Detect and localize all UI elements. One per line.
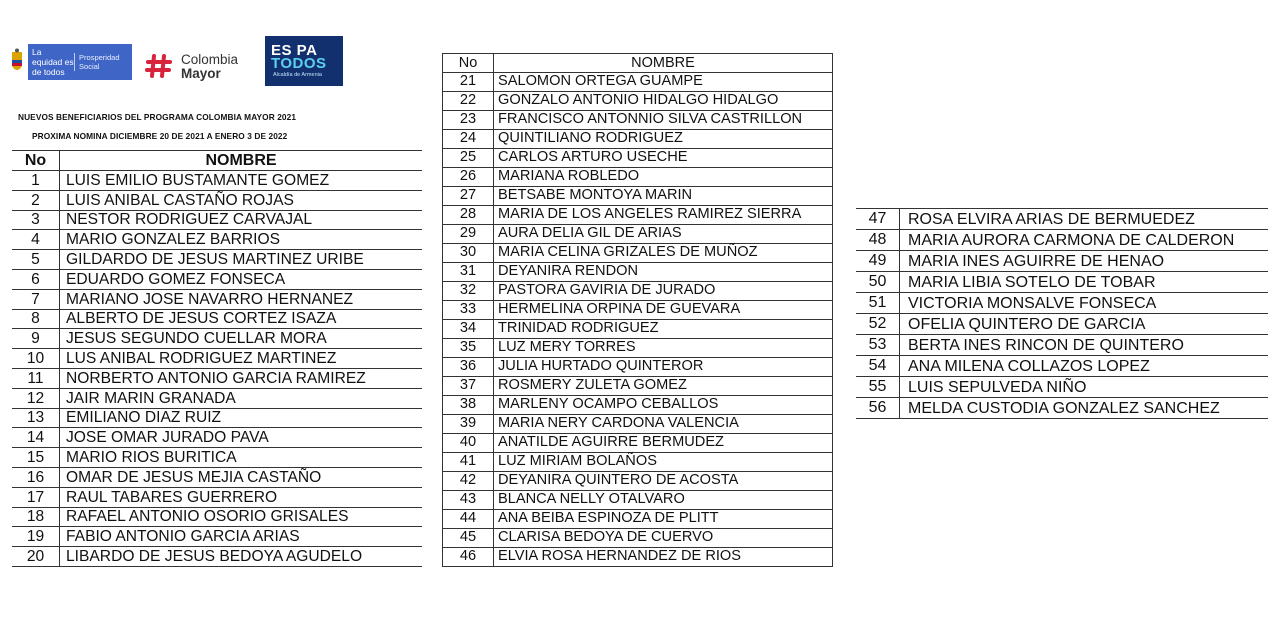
beneficiary-name: LIBARDO DE JESUS BEDOYA AGUDELO <box>60 547 423 567</box>
table-row <box>12 190 422 210</box>
column-header-name: NOMBRE <box>60 151 423 171</box>
beneficiary-name: OFELIA QUINTERO DE GARCIA <box>900 314 1269 335</box>
table-row <box>443 244 833 263</box>
table-row <box>856 251 1268 272</box>
beneficiary-name: CARLOS ARTURO USECHE <box>494 149 833 168</box>
table-row <box>443 472 833 491</box>
beneficiary-name: NESTOR RODRIGUEZ CARVAJAL <box>60 210 423 230</box>
beneficiary-name: HERMELINA ORPINA DE GUEVARA <box>494 301 833 320</box>
row-number: 49 <box>856 251 900 272</box>
table-row <box>443 282 833 301</box>
table-row <box>856 230 1268 251</box>
table-row <box>12 349 422 369</box>
beneficiary-name: BERTA INES RINCON DE QUINTERO <box>900 335 1269 356</box>
column-header-no: No <box>12 151 60 171</box>
table-row <box>12 428 422 448</box>
row-number: 20 <box>12 547 60 567</box>
table-row <box>856 377 1268 398</box>
beneficiary-name: EDUARDO GOMEZ FONSECA <box>60 269 423 289</box>
table-row <box>856 356 1268 377</box>
table-row <box>443 320 833 339</box>
beneficiary-name: MARIA AURORA CARMONA DE CALDERON <box>900 230 1269 251</box>
table-row <box>443 187 833 206</box>
beneficiary-name: MARIO GONZALEZ BARRIOS <box>60 230 423 250</box>
row-number: 3 <box>12 210 60 230</box>
table-row <box>443 111 833 130</box>
beneficiary-name: MARIANA ROBLEDO <box>494 168 833 187</box>
table-row <box>12 527 422 547</box>
row-number: 51 <box>856 293 900 314</box>
es-pa-todos-logo <box>265 36 343 86</box>
beneficiary-name: ALBERTO DE JESUS CORTEZ ISAZA <box>60 309 423 329</box>
beneficiary-name: PASTORA GAVIRIA DE JURADO <box>494 282 833 301</box>
ep-line2: TODOS <box>271 55 327 72</box>
table-row <box>12 269 422 289</box>
row-number: 8 <box>12 309 60 329</box>
beneficiary-name: CLARISA BEDOYA DE CUERVO <box>494 529 833 548</box>
row-number: 25 <box>443 149 494 168</box>
beneficiary-name: MARIANO JOSE NAVARRO HERNANEZ <box>60 289 423 309</box>
table-row <box>12 309 422 329</box>
beneficiary-name: FRANCISCO ANTONNIO SILVA CASTRILLON <box>494 111 833 130</box>
beneficiary-name: MARIA NERY CARDONA VALENCIA <box>494 415 833 434</box>
table-row <box>856 398 1268 419</box>
beneficiary-name: LUIS SEPULVEDA NIÑO <box>900 377 1269 398</box>
beneficiary-name: MELDA CUSTODIA GONZALEZ SANCHEZ <box>900 398 1269 419</box>
table-row <box>443 396 833 415</box>
row-number: 4 <box>12 230 60 250</box>
table-row <box>12 230 422 250</box>
row-number: 6 <box>12 269 60 289</box>
gov-entity: Prosperidad Social <box>74 53 132 71</box>
beneficiary-name: ANA MILENA COLLAZOS LOPEZ <box>900 356 1269 377</box>
table-row <box>443 377 833 396</box>
beneficiary-name: JESUS SEGUNDO CUELLAR MORA <box>60 329 423 349</box>
row-number: 32 <box>443 282 494 301</box>
table-row <box>12 408 422 428</box>
row-number: 40 <box>443 434 494 453</box>
row-number: 45 <box>443 529 494 548</box>
beneficiary-name: FABIO ANTONIO GARCIA ARIAS <box>60 527 423 547</box>
table-row <box>12 388 422 408</box>
row-number: 48 <box>856 230 900 251</box>
table-row <box>12 487 422 507</box>
table-row <box>12 171 422 191</box>
row-number: 44 <box>443 510 494 529</box>
beneficiary-name: ROSMERY ZULETA GOMEZ <box>494 377 833 396</box>
beneficiary-name: BLANCA NELLY OTALVARO <box>494 491 833 510</box>
row-number: 53 <box>856 335 900 356</box>
table-row <box>443 415 833 434</box>
mayor-text: Mayor <box>181 66 221 81</box>
row-number: 31 <box>443 263 494 282</box>
table-row <box>856 272 1268 293</box>
row-number: 13 <box>12 408 60 428</box>
beneficiary-name: AURA DELIA GIL DE ARIAS <box>494 225 833 244</box>
ep-subtitle: Alcaldía de Armenia <box>273 72 322 78</box>
table-header-row <box>443 54 833 73</box>
row-number: 18 <box>12 507 60 527</box>
row-number: 27 <box>443 187 494 206</box>
table-row <box>443 510 833 529</box>
table-row <box>443 548 833 567</box>
beneficiary-name: JULIA HURTADO QUINTEROR <box>494 358 833 377</box>
row-number: 11 <box>12 368 60 388</box>
beneficiaries-table-3 <box>856 208 1268 419</box>
gov-slogan: La equidad es de todos <box>32 47 74 77</box>
beneficiary-name: SALOMON ORTEGA GUAMPE <box>494 73 833 92</box>
row-number: 39 <box>443 415 494 434</box>
beneficiary-name: BETSABE MONTOYA MARIN <box>494 187 833 206</box>
table-row <box>443 225 833 244</box>
row-number: 42 <box>443 472 494 491</box>
row-number: 36 <box>443 358 494 377</box>
row-number: 56 <box>856 398 900 419</box>
beneficiary-name: NORBERTO ANTONIO GARCIA RAMIREZ <box>60 368 423 388</box>
document-subtitle: PROXIMA NOMINA DICIEMBRE 20 DE 2021 A ENERO 3 DE 2022 <box>32 131 288 141</box>
table-row <box>443 339 833 358</box>
row-number: 23 <box>443 111 494 130</box>
table-row <box>443 263 833 282</box>
table-row <box>12 448 422 468</box>
row-number: 26 <box>443 168 494 187</box>
beneficiary-name: MARIO RIOS BURITICA <box>60 448 423 468</box>
beneficiary-name: TRINIDAD RODRIGUEZ <box>494 320 833 339</box>
row-number: 29 <box>443 225 494 244</box>
row-number: 9 <box>12 329 60 349</box>
beneficiaries-table-2 <box>442 53 833 567</box>
beneficiary-name: QUINTILIANO RODRIGUEZ <box>494 130 833 149</box>
table-row <box>12 547 422 567</box>
row-number: 15 <box>12 448 60 468</box>
table-row <box>443 206 833 225</box>
row-number: 54 <box>856 356 900 377</box>
ep-line1: ES PA <box>271 42 318 59</box>
row-number: 37 <box>443 377 494 396</box>
column-header-no: No <box>443 54 494 73</box>
table-row <box>443 92 833 111</box>
row-number: 21 <box>443 73 494 92</box>
row-number: 52 <box>856 314 900 335</box>
beneficiary-name: RAUL TABARES GUERRERO <box>60 487 423 507</box>
beneficiary-name: MARIA LIBIA SOTELO DE TOBAR <box>900 272 1269 293</box>
table-row <box>443 491 833 510</box>
row-number: 22 <box>443 92 494 111</box>
beneficiary-name: GILDARDO DE JESUS MARTINEZ URIBE <box>60 250 423 270</box>
row-number: 16 <box>12 467 60 487</box>
row-number: 38 <box>443 396 494 415</box>
table-row <box>12 289 422 309</box>
beneficiary-name: EMILIANO DIAZ RUIZ <box>60 408 423 428</box>
document-title: NUEVOS BENEFICIARIOS DEL PROGRAMA COLOMBIA MAYOR 2021 <box>18 112 297 122</box>
beneficiary-name: MARLENY OCAMPO CEBALLOS <box>494 396 833 415</box>
row-number: 43 <box>443 491 494 510</box>
table-row <box>856 209 1268 230</box>
beneficiary-name: GONZALO ANTONIO HIDALGO HIDALGO <box>494 92 833 111</box>
beneficiary-name: MARIA INES AGUIRRE DE HENAO <box>900 251 1269 272</box>
beneficiary-name: ROSA ELVIRA ARIAS DE BERMUEDEZ <box>900 209 1269 230</box>
prosperidad-social-logo <box>10 42 132 82</box>
column-header-name: NOMBRE <box>494 54 833 73</box>
row-number: 55 <box>856 377 900 398</box>
beneficiary-name: ANATILDE AGUIRRE BERMUDEZ <box>494 434 833 453</box>
table-row <box>12 467 422 487</box>
row-number: 35 <box>443 339 494 358</box>
colombia-shield-icon <box>10 48 24 78</box>
beneficiary-name: DEYANIRA RENDON <box>494 263 833 282</box>
row-number: 10 <box>12 349 60 369</box>
table-row <box>443 168 833 187</box>
table-row <box>443 149 833 168</box>
row-number: 24 <box>443 130 494 149</box>
beneficiary-name: JAIR MARIN GRANADA <box>60 388 423 408</box>
row-number: 17 <box>12 487 60 507</box>
row-number: 2 <box>12 190 60 210</box>
beneficiary-name: ELVIA ROSA HERNANDEZ DE RIOS <box>494 548 833 567</box>
beneficiary-name: LUS ANIBAL RODRIGUEZ MARTINEZ <box>60 349 423 369</box>
table-row <box>443 434 833 453</box>
beneficiary-name: DEYANIRA QUINTERO DE ACOSTA <box>494 472 833 491</box>
table-row <box>12 368 422 388</box>
beneficiary-name: JOSE OMAR JURADO PAVA <box>60 428 423 448</box>
ep-title <box>271 44 327 70</box>
table-row <box>856 293 1268 314</box>
table-row <box>12 329 422 349</box>
beneficiaries-table-1 <box>12 150 422 567</box>
row-number: 7 <box>12 289 60 309</box>
beneficiary-name: LUIS EMILIO BUSTAMANTE GOMEZ <box>60 171 423 191</box>
beneficiary-name: RAFAEL ANTONIO OSORIO GRISALES <box>60 507 423 527</box>
beneficiary-name: LUZ MIRIAM BOLAÑOS <box>494 453 833 472</box>
table-row <box>856 314 1268 335</box>
beneficiary-name: MARIA DE LOS ANGELES RAMIREZ SIERRA <box>494 206 833 225</box>
colombia-mayor-logo <box>145 50 255 80</box>
table-row <box>443 453 833 472</box>
row-number: 5 <box>12 250 60 270</box>
table-row <box>443 529 833 548</box>
row-number: 14 <box>12 428 60 448</box>
table-row <box>12 210 422 230</box>
beneficiary-name: MARIA CELINA GRIZALES DE MUÑOZ <box>494 244 833 263</box>
table-row <box>856 335 1268 356</box>
row-number: 47 <box>856 209 900 230</box>
table-row <box>443 358 833 377</box>
row-number: 34 <box>443 320 494 339</box>
gov-box <box>28 44 132 80</box>
colombia-text: Colombia <box>181 52 239 67</box>
table-row <box>443 130 833 149</box>
beneficiary-name: LUIS ANIBAL CASTAÑO ROJAS <box>60 190 423 210</box>
row-number: 46 <box>443 548 494 567</box>
table-header-row <box>12 151 422 171</box>
hash-icon <box>145 52 173 80</box>
beneficiary-name: OMAR DE JESUS MEJIA CASTAÑO <box>60 467 423 487</box>
beneficiary-name: VICTORIA MONSALVE FONSECA <box>900 293 1269 314</box>
row-number: 28 <box>443 206 494 225</box>
row-number: 41 <box>443 453 494 472</box>
row-number: 12 <box>12 388 60 408</box>
row-number: 30 <box>443 244 494 263</box>
beneficiary-name: ANA BEIBA ESPINOZA DE PLITT <box>494 510 833 529</box>
table-row <box>443 73 833 92</box>
row-number: 19 <box>12 527 60 547</box>
row-number: 33 <box>443 301 494 320</box>
row-number: 1 <box>12 171 60 191</box>
table-row <box>443 301 833 320</box>
table-row <box>12 250 422 270</box>
row-number: 50 <box>856 272 900 293</box>
beneficiary-name: LUZ MERY TORRES <box>494 339 833 358</box>
table-row <box>12 507 422 527</box>
